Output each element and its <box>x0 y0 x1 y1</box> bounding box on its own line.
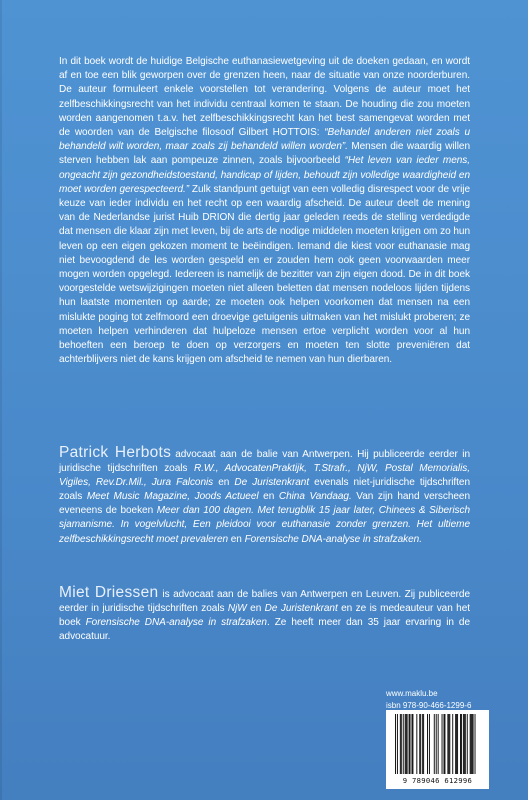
barcode-bar <box>434 714 435 774</box>
barcode-bar <box>452 714 453 774</box>
barcode-bar <box>429 714 430 774</box>
barcode-bar <box>447 714 448 774</box>
barcode-bar <box>409 714 410 774</box>
barcode-bar <box>467 714 468 774</box>
italic-text: R.W., AdvocatenPraktijk, T.Strafr., NjW, Postal Memorialis, Vigiles, Rev.Dr.Mil., Jura Falconis <box>59 463 471 489</box>
barcode-bar <box>427 714 428 774</box>
barcode-bar <box>401 714 402 774</box>
barcode-bar <box>472 714 473 774</box>
italic-text: De Juristenkrant <box>234 477 310 489</box>
author-name: Patrick Herbots <box>59 444 172 461</box>
barcode-bar <box>405 714 406 774</box>
text-run: en <box>228 533 245 545</box>
author-bio-paragraph <box>59 446 470 547</box>
italic-text: De Juristenkrant <box>264 603 338 615</box>
publisher-url: www.maklu.be <box>386 689 438 698</box>
blurb-paragraph <box>59 55 470 367</box>
barcode-bar <box>410 714 411 774</box>
barcode-bar <box>475 714 476 774</box>
author-bio-herbots <box>59 446 470 547</box>
cover-edge <box>0 0 2 800</box>
author-bio-paragraph <box>59 586 470 644</box>
text-run: Mensen die waardig willen sterven hebben lak aan pompeuze zinnen, zoals bijvoorbeeld <box>59 141 470 167</box>
publisher-info <box>386 688 486 711</box>
barcode-bar <box>436 714 437 774</box>
text-run: en <box>246 603 265 615</box>
author-bio-driessen <box>59 586 470 644</box>
barcode-bar <box>406 714 407 774</box>
barcode-bar <box>420 714 421 774</box>
text-run: en <box>213 477 235 489</box>
text-run: Van zijn hand verscheen eveneens de boeken <box>59 491 470 517</box>
italic-text: Forensische DNA-analyse in strafzaken <box>85 617 267 629</box>
barcode-bar <box>464 714 465 774</box>
italic-text: “Behandel anderen niet zoals u behandeld wilt worden, maar zoals zij behandeld willen worden”. <box>59 127 470 153</box>
text-run: evenals niet-juridische tijdschriften zoals <box>59 477 470 503</box>
barcode-bar <box>395 714 396 774</box>
barcode-bar <box>411 714 412 774</box>
barcode-bar <box>473 714 474 774</box>
barcode-bar <box>412 714 413 774</box>
barcode-bar <box>465 714 466 774</box>
barcode-bar <box>419 714 420 774</box>
barcode-bar <box>423 714 424 774</box>
barcode-bar <box>461 714 462 774</box>
author-name: Miet Driessen <box>59 584 159 601</box>
barcode-bar <box>438 714 439 774</box>
text-run: advocaat aan de balie van Antwerpen. Hij publiceerde eerder in juridische tijdschriften zoals <box>59 449 470 475</box>
barcode-digits: 9 789046 612996 <box>402 776 473 785</box>
isbn-barcode <box>386 710 489 789</box>
barcode-bar <box>470 714 471 774</box>
text-run: Zulk standpunt getuigt van een volledig disrespect voor de vrije keuze van ieder individu en het recht op een waardig afscheid. De auteur deelt de mening van de Nederlandse jurist Huib DRION die dertig jaar geleden reeds de stelling verdedigde dat mensen die klaar zijn met leven, bij de arts de nodige middelen moeten krijgen om zo hun leven op een eigen gekozen moment te beëindigen. Iemand die kiest voor euthanasie mag niet bevoogdend de les worden gespeld en er zouden hem ook geen voorwaarden meer mogen worden opgelegd. Iedereen is namelijk de bezitter van zijn eigen dood. De in dit boek voorgestelde wetswijzigingen moeten niet alleen beletten dat mensen nodeloos lijden tijdens hun laatste momenten op aarde; ze moeten ook helpen voorkomen dat mensen na een mislukte poging tot zelfmoord een droevige getuigenis uitmaken van het mislukt proberen; ze moeten helpen verhinderen dat hulpeloze mensen ertoe verplicht worden voor al hun behoeften een beroep te doen op verzorgers en moeten ten slotte preveniëren dat achterblijvers niet de kans krijgen om afscheid te nemen van hun dierbaren. <box>59 183 470 366</box>
text-run: In dit boek wordt de huidige Belgische euthanasiewetgeving uit de doeken gedaan, en wordt af en toe een blik geworpen over de grenzen heen, naar de situatie van onze noorderburen. De auteur formuleert enkele voorstellen tot verandering. Volgens de auteur moet het zelfbeschikkingsrecht van het individu centraal komen te staan. De houding die zou moeten worden aangenomen t.a.v. het zelfbeschikkingsrecht kan het best samengevat worden met de woorden van de Belgische filosoof Gilbert HOTTOIS: <box>59 56 470 139</box>
barcode-bar <box>397 714 398 774</box>
barcode-bar <box>471 714 472 774</box>
barcode-bar <box>456 714 457 774</box>
barcode-bar <box>422 714 423 774</box>
blurb-text <box>59 55 470 367</box>
barcode-bar <box>400 714 401 774</box>
italic-text: Forensische DNA-analyse in strafzaken. <box>244 533 422 545</box>
italic-text: Meer dan 100 dagen. Met terugblik 15 jaar later, Chinees & Siberisch sjamanisme. In vogelvlucht, Een pleidooi voor euthanasie zonder grenzen. Het ultieme zelfbeschikkingsrecht moet prevaleren <box>59 505 470 545</box>
text-run: is advocaat aan de balies van Antwerpen en Leuven. Zij publiceerde eerder in juridische tijdschriften zoals <box>59 589 470 615</box>
italic-text: Meet Music Magazine, Joods Actueel <box>86 491 259 503</box>
barcode-bar <box>457 714 458 774</box>
text-run: en ze is medeauteur van het boek <box>59 603 470 629</box>
italic-text: “Het leven van ieder mens, ongeacht zijn gezondheidstoestand, handicap of lijden, behoudt zijn volledige waardigheid en moet worden gerespecteerd.” <box>59 155 470 195</box>
text-run: en <box>258 491 279 503</box>
barcode-bar <box>449 714 450 774</box>
barcode-bar <box>407 714 408 774</box>
barcode-bar <box>444 714 445 774</box>
barcode-bar <box>403 714 404 774</box>
barcode-bar <box>448 714 449 774</box>
barcode-bar <box>455 714 456 774</box>
barcode-bar <box>416 714 417 774</box>
barcode-bar <box>444 714 445 774</box>
barcode-bar <box>442 714 443 774</box>
text-run: . Ze heeft meer dan 35 jaar ervaring in de advocatuur. <box>59 617 471 643</box>
italic-text: China Vandaag. <box>278 491 352 503</box>
isbn-number: isbn 978-90-466-1299-6 <box>386 700 472 710</box>
italic-text: NjW <box>227 603 247 615</box>
barcode-bar <box>460 714 461 774</box>
barcode-bar <box>463 714 464 774</box>
